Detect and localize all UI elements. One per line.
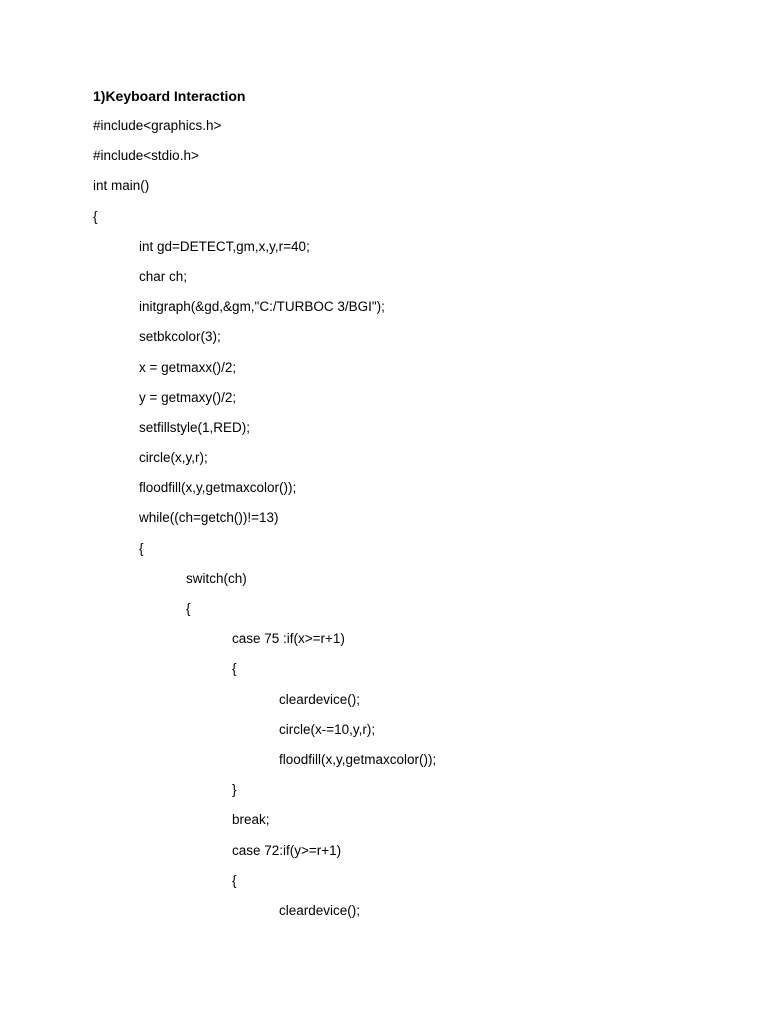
code-line: case 75 :if(x>=r+1) (232, 631, 345, 647)
code-line: } (232, 782, 237, 798)
code-line: char ch; (139, 268, 188, 284)
code-line: setbkcolor(3); (139, 329, 221, 345)
code-line: cleardevice(); (279, 691, 361, 707)
code-line: switch(ch) (186, 570, 247, 586)
code-line: while((ch=getch())!=13) (139, 510, 279, 526)
code-line: { (232, 872, 237, 888)
code-line: case 72:if(y>=r+1) (232, 842, 342, 858)
code-line: { (93, 208, 98, 224)
code-line: #include<graphics.h> (93, 118, 222, 133)
code-line: #include<stdio.h> (93, 148, 199, 164)
code-listing (93, 117, 436, 932)
code-line: break; (232, 812, 270, 828)
code-line: { (232, 661, 237, 677)
code-line: floodfill(x,y,getmaxcolor()); (279, 751, 437, 767)
code-line: int main() (93, 178, 150, 194)
code-line: { (186, 601, 191, 616)
code-line: setfillstyle(1,RED); (139, 419, 251, 435)
code-line: floodfill(x,y,getmaxcolor()); (139, 480, 297, 496)
code-line: { (139, 540, 144, 556)
code-line: y = getmaxy()/2; (139, 389, 237, 405)
code-line: x = getmaxx()/2; (139, 359, 237, 375)
code-line: cleardevice(); (279, 902, 361, 918)
code-line: initgraph(&gd,&gm,"C:/TURBOC 3/BGI"); (139, 299, 385, 315)
code-line: circle(x-=10,y,r); (279, 721, 376, 737)
section-heading: 1)Keyboard Interaction (93, 88, 246, 104)
code-line: circle(x,y,r); (139, 450, 208, 466)
code-line: int gd=DETECT,gm,x,y,r=40; (139, 238, 310, 254)
